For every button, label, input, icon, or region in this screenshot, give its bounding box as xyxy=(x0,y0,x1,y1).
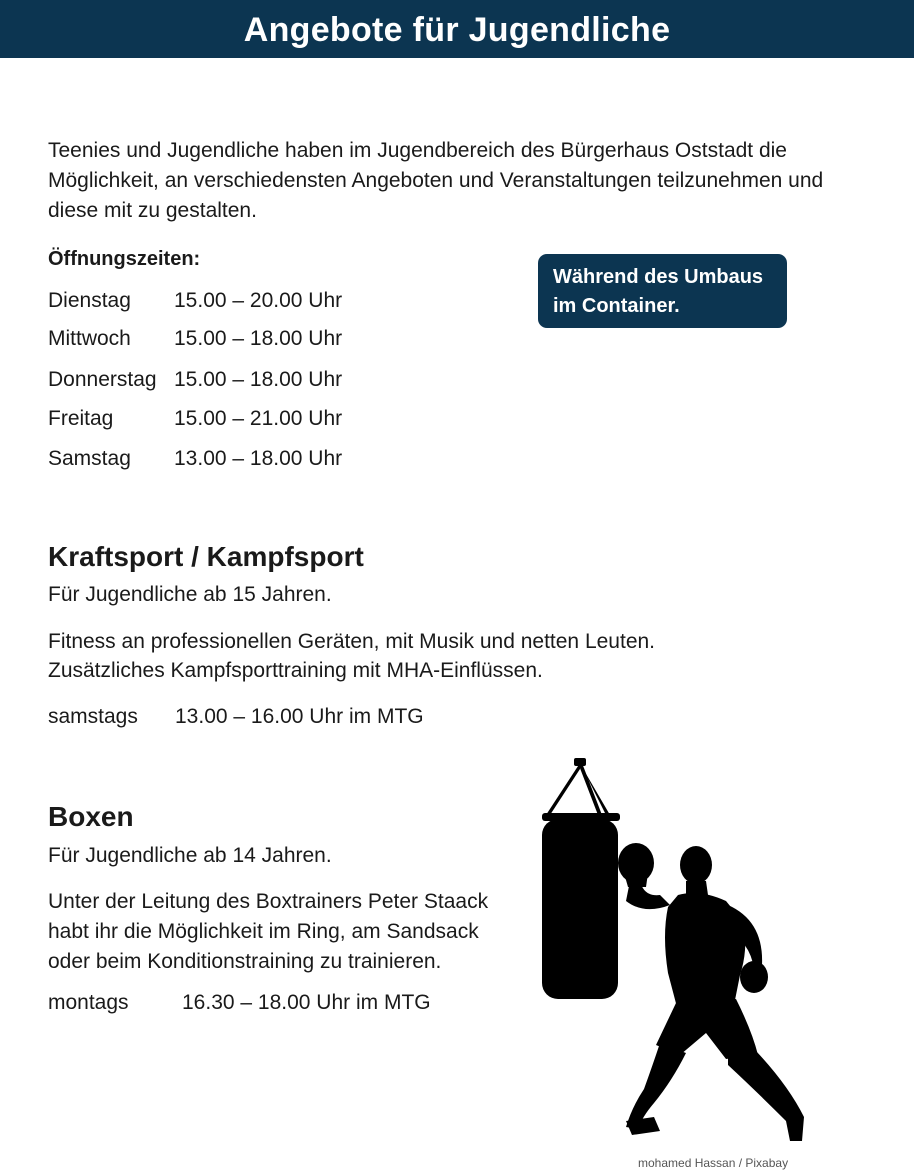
hours-day: Dienstag xyxy=(48,289,131,312)
hours-day: Mittwoch xyxy=(48,327,131,350)
notice-line: im Container. xyxy=(553,295,680,317)
kraftsport-title: Kraftsport / Kampfsport xyxy=(48,541,364,572)
boxen-desc: oder beim Konditionstraining zu trainieren. xyxy=(48,950,442,973)
boxen-title: Boxen xyxy=(48,801,134,832)
hours-day: Donnerstag xyxy=(48,368,157,391)
hours-day: Freitag xyxy=(48,407,114,430)
schedule-time: 16.30 – 18.00 Uhr im MTG xyxy=(182,991,431,1014)
hours-time: 15.00 – 18.00 Uhr xyxy=(174,327,343,350)
page-title: Angebote für Jugendliche xyxy=(0,0,914,58)
boxen-desc: habt ihr die Möglichkeit im Ring, am Sandsack xyxy=(48,920,479,943)
hours-time: 15.00 – 18.00 Uhr xyxy=(174,368,343,391)
hours-day: Samstag xyxy=(48,447,131,470)
boxer-punching-bag-icon xyxy=(530,755,820,1145)
kraftsport-desc: Zusätzliches Kampfsporttraining mit MHA-Einflüssen. xyxy=(48,659,543,682)
schedule-day: samstags xyxy=(48,705,138,728)
kraftsport-age: Für Jugendliche ab 15 Jahren. xyxy=(48,583,332,606)
schedule-time: 13.00 – 16.00 Uhr im MTG xyxy=(175,705,424,728)
intro-text: Teenies und Jugendliche haben im Jugendbereich des Bürgerhaus Oststadt die Möglichkeit, an verschiedensten Angeboten und Veranstaltungen teilzunehmen und diese mit zu gestalten. xyxy=(48,139,824,222)
hours-time: 13.00 – 18.00 Uhr xyxy=(174,447,343,470)
image-credit: mohamed Hassan / Pixabay xyxy=(638,1156,789,1170)
hours-time: 15.00 – 20.00 Uhr xyxy=(174,289,343,312)
boxen-desc: Unter der Leitung des Boxtrainers Peter Staack xyxy=(48,890,489,913)
notice-badge xyxy=(538,254,787,328)
kraftsport-desc: Fitness an professionellen Geräten, mit Musik und netten Leuten. xyxy=(48,630,656,653)
boxen-age: Für Jugendliche ab 14 Jahren. xyxy=(48,844,332,867)
hours-time: 15.00 – 21.00 Uhr xyxy=(174,407,343,430)
opening-hours-title: Öffnungszeiten: xyxy=(48,248,201,270)
schedule-day: montags xyxy=(48,991,129,1014)
notice-line: Während des Umbaus xyxy=(553,266,764,288)
